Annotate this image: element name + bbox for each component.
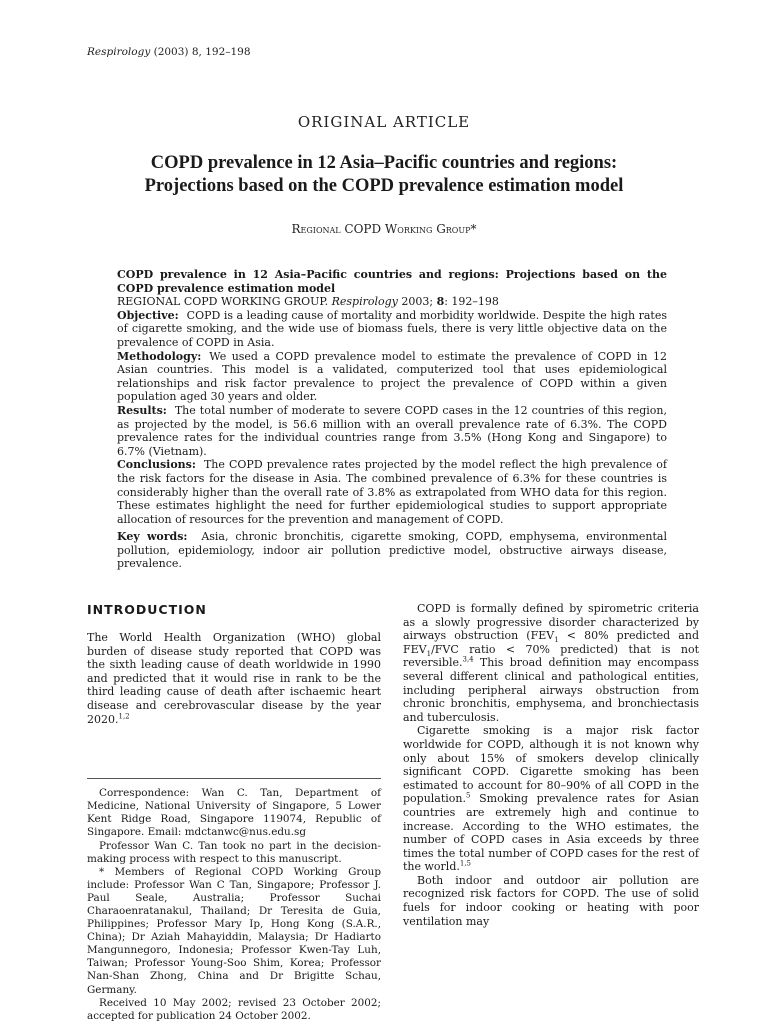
methodology-label: Methodology: <box>117 349 202 363</box>
title-line-2: Projections based on the COPD prevalence estimation model <box>144 176 624 196</box>
abstract-title-text: COPD prevalence in 12 Asia–Pacific countries and regions: Projections based on the COPD prevalence estimation model <box>117 268 667 295</box>
citation-group: REGIONAL COPD WORKING GROUP. <box>117 295 332 309</box>
title-line-1: COPD prevalence in 12 Asia–Pacific countries and regions: <box>150 153 618 173</box>
subscript: 1 <box>554 636 559 645</box>
intro-p3-text-a: Cigarette smoking is a major risk factor worldwide for COPD, although it is not known why only about 15% of smokers develop clinically significant COPD. Cigarette smoking has been estimated to account for 80–90% of all COPD in the population. <box>403 724 699 806</box>
article-title <box>60 152 708 198</box>
footnote-disclaimer: Professor Wan C. Tan took no part in the decision-making process with respect to this manuscript. <box>87 839 381 865</box>
journal-name: Respirology <box>87 46 151 58</box>
objective-label: Objective: <box>117 308 179 322</box>
abstract-conclusions <box>117 458 667 526</box>
abstract-block <box>117 268 667 526</box>
left-column <box>87 602 381 1023</box>
results-label: Results: <box>117 403 167 417</box>
abstract-title <box>117 268 667 295</box>
results-text: The total number of moderate to severe COPD cases in the 12 countries of this region, as projected by the model, is 56.6 million with an overall prevalence rate of 6.3%. The COPD prevalence rates for the individual countries range from 3.5% (Hong Kong and Singapore) to 6.7% (Vietnam). <box>117 403 667 458</box>
conclusions-label: Conclusions: <box>117 458 196 472</box>
citation-year: 2003; <box>397 295 437 309</box>
section-label: ORIGINAL ARTICLE <box>297 113 471 131</box>
methodology-text: We used a COPD prevalence model to estimate the prevalence of COPD in 12 Asian countries. This model is a validated, computerized tool that uses epidemiological relationships and risk factor prevalence to project the prevalence of COPD within a given population aged 30 years and older. <box>117 349 667 404</box>
intro-p1-text: The World Health Organization (WHO) global burden of disease study reported that COPD was the sixth leading cause of death worldwide in 1990 and predicted that it would rise in rank to be the third leading cause of death after ischaemic heart disease and cerebrovascular disease by the year 2020. <box>87 631 381 726</box>
footnote-received: Received 10 May 2002; revised 23 October 2002; accepted for publication 24 October 2002. <box>87 996 381 1022</box>
running-head <box>87 46 251 58</box>
reference-marker: 1,2 <box>118 711 130 720</box>
intro-paragraph-3 <box>403 724 699 874</box>
subscript: 1 <box>426 649 432 658</box>
intro-p2-text-c: /FVC ratio < 70% predicted) that is not reversible. <box>403 642 699 670</box>
right-column <box>403 602 699 928</box>
intro-paragraph-1 <box>87 631 381 726</box>
reference-marker: 3,4 <box>462 655 474 664</box>
footnote-members: * Members of Regional COPD Working Group include: Professor Wan C Tan, Singapore; Professor J. Paul Seale, Australia; Professor Suchai Charaoenratanakul, Thailand; Dr Teresita de Guia, Philippines; Professor Mary Ip, Hong Kong (S.A.R., China); Dr Aziah Mahayiddin, Malaysia; Dr Hadiarto Mangunnegoro, Indonesia; Professor Kwen-Tay Luh, Taiwan; Professor Young-Soo Shim, Korea; Professor Nan-Shan Zhong, China and Dr Brigitte Schau, Germany. <box>87 865 381 996</box>
abstract-results <box>117 404 667 458</box>
journal-citation: (2003) 8, 192–198 <box>150 46 251 58</box>
intro-p2-text-a: COPD is formally defined by spirometric criteria as a slowly progressive disorder characterized by airways obstruction (FEV <box>403 602 699 643</box>
conclusions-text: The COPD prevalence rates projected by the model reflect the high prevalence of the risk factors for the disease in Asia. The combined prevalence of 6.3% for these countries is considerably higher than the overall rate of 3.8% as extrapolated from WHO data for this region. These estimates highlight the need for further epidemiological studies to support appropriate allocation of resources for the prevention and management of COPD. <box>117 458 667 526</box>
intro-p2-text-b: < 80% predicted and FEV <box>403 629 699 656</box>
keywords-text: Asia, chronic bronchitis, cigarette smoking, COPD, emphysema, environmental pollution, epidemiology, indoor air pollution predictive model, obstructive airways disease, prevalence. <box>117 530 667 571</box>
abstract-methodology <box>117 350 667 404</box>
reference-marker: 5 <box>466 791 471 800</box>
footnote-correspondence: Correspondence: Wan C. Tan, Department of Medicine, National University of Singapore, 5 Lower Kent Ridge Road, Singapore 119074, Republic of Singapore. Email: mdctanwc@nus.edu.sg <box>87 787 381 839</box>
reference-marker: 1,5 <box>459 859 472 868</box>
intro-p3-text-b: Smoking prevalence rates for Asian countries are extremely high and continue to increase. According to the WHO estimates, the number of COPD cases in Asia exceeds by three times the total number of COPD cases for the rest of the world. <box>403 792 699 874</box>
author-line: Regional COPD Working Group* <box>291 222 477 236</box>
abstract-citation <box>117 295 667 309</box>
intro-paragraph-4: Both indoor and outdoor air pollution are recognized risk factors for COPD. The use of solid fuels for indoor cooking or heating with poor ventilation may <box>403 873 699 928</box>
keywords-label: Key words: <box>117 530 188 543</box>
intro-paragraph-2 <box>403 602 699 724</box>
intro-p2-text-d: This broad definition may encompass several different clinical and pathological entities, including peripheral airways obstruction from chronic bronchitis, emphysema, and bronchiectasis and tuberculosis. <box>403 656 699 724</box>
introduction-heading: INTRODUCTION <box>87 602 207 617</box>
citation-journal: Respirology <box>331 295 398 309</box>
citation-volume: 8 <box>436 295 445 309</box>
citation-pages: : 192–198 <box>444 295 499 309</box>
abstract-objective <box>117 309 667 350</box>
footnote-divider <box>87 778 381 779</box>
keywords-block <box>117 530 667 571</box>
objective-text: COPD is a leading cause of mortality and morbidity worldwide. Despite the high rates of cigarette smoking, and the wide use of biomass fuels, there is very little objective data on the prevalence of COPD in Asia. <box>117 308 667 349</box>
